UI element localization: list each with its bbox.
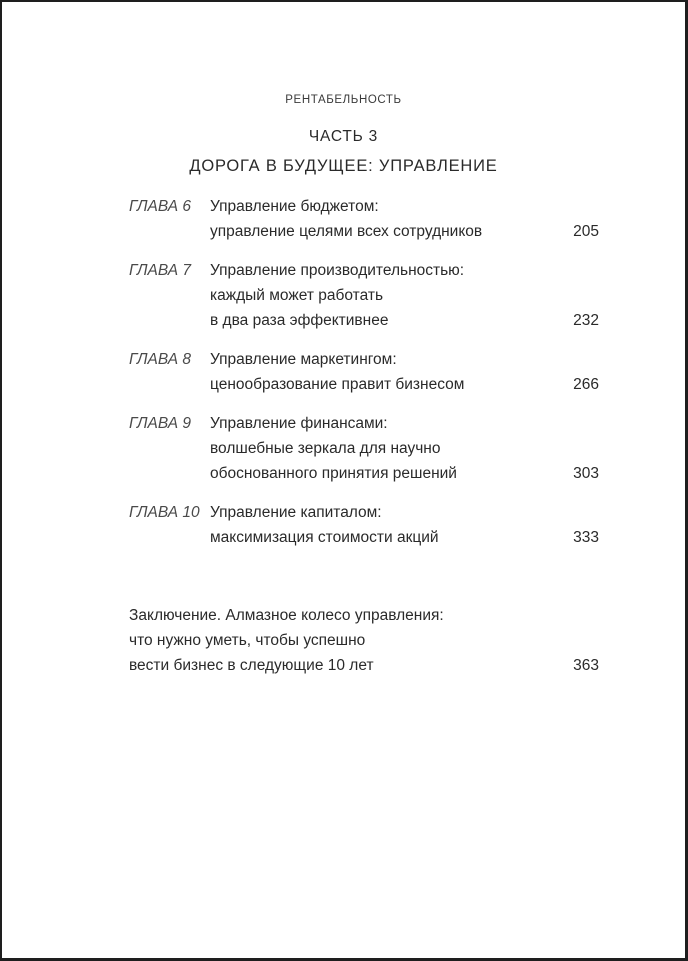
- chapter-title-line: Управление производительностью:: [210, 262, 465, 279]
- page-number: 205: [573, 223, 599, 240]
- chapter-title-line: Управление финансами:: [210, 415, 388, 432]
- chapter-title-line: каждый может работать: [210, 287, 384, 304]
- chapter-title: [210, 258, 464, 333]
- page-number: 266: [573, 376, 599, 393]
- chapter-title-line: в два раза эффективнее: [210, 312, 389, 329]
- page-number: 333: [573, 529, 599, 546]
- running-head: РЕНТАБЕЛЬНОСТЬ: [285, 94, 402, 106]
- chapter-label: ГЛАВА 7: [129, 262, 191, 279]
- part-label: ЧАСТЬ 3: [308, 128, 379, 145]
- chapter-title-line: обоснованного принятия решений: [210, 465, 457, 482]
- chapter-label: ГЛАВА 10: [129, 504, 200, 521]
- chapter-title: [210, 500, 439, 550]
- page-number: 232: [573, 312, 599, 329]
- page-number: 363: [573, 657, 599, 674]
- book-page: [2, 2, 685, 958]
- chapter-title: [210, 194, 482, 244]
- chapter-title-line: Управление маркетингом:: [210, 351, 397, 368]
- page-number: 303: [573, 465, 599, 482]
- chapter-title: [210, 411, 457, 486]
- conclusion-title-line: вести бизнес в следующие 10 лет: [129, 657, 374, 674]
- chapter-title-line: управление целями всех сотрудников: [210, 223, 483, 240]
- chapter-title: [210, 347, 464, 397]
- conclusion-title-line: что нужно уметь, чтобы успешно: [129, 632, 366, 649]
- chapter-title-line: ценообразование правит бизнесом: [210, 376, 465, 393]
- part-title: ДОРОГА В БУДУЩЕЕ: УПРАВЛЕНИЕ: [189, 157, 498, 175]
- conclusion-title-line: Заключение. Алмазное колесо управления:: [129, 607, 444, 624]
- chapter-title-line: максимизация стоимости акций: [210, 529, 439, 546]
- chapter-title-line: Управление бюджетом:: [210, 198, 379, 215]
- chapter-label: ГЛАВА 6: [129, 198, 191, 215]
- chapter-title-line: Управление капиталом:: [210, 504, 382, 521]
- chapter-title-line: волшебные зеркала для научно: [210, 440, 441, 457]
- conclusion-title: [129, 603, 444, 678]
- chapter-label: ГЛАВА 9: [129, 415, 191, 432]
- chapter-label: ГЛАВА 8: [129, 351, 191, 368]
